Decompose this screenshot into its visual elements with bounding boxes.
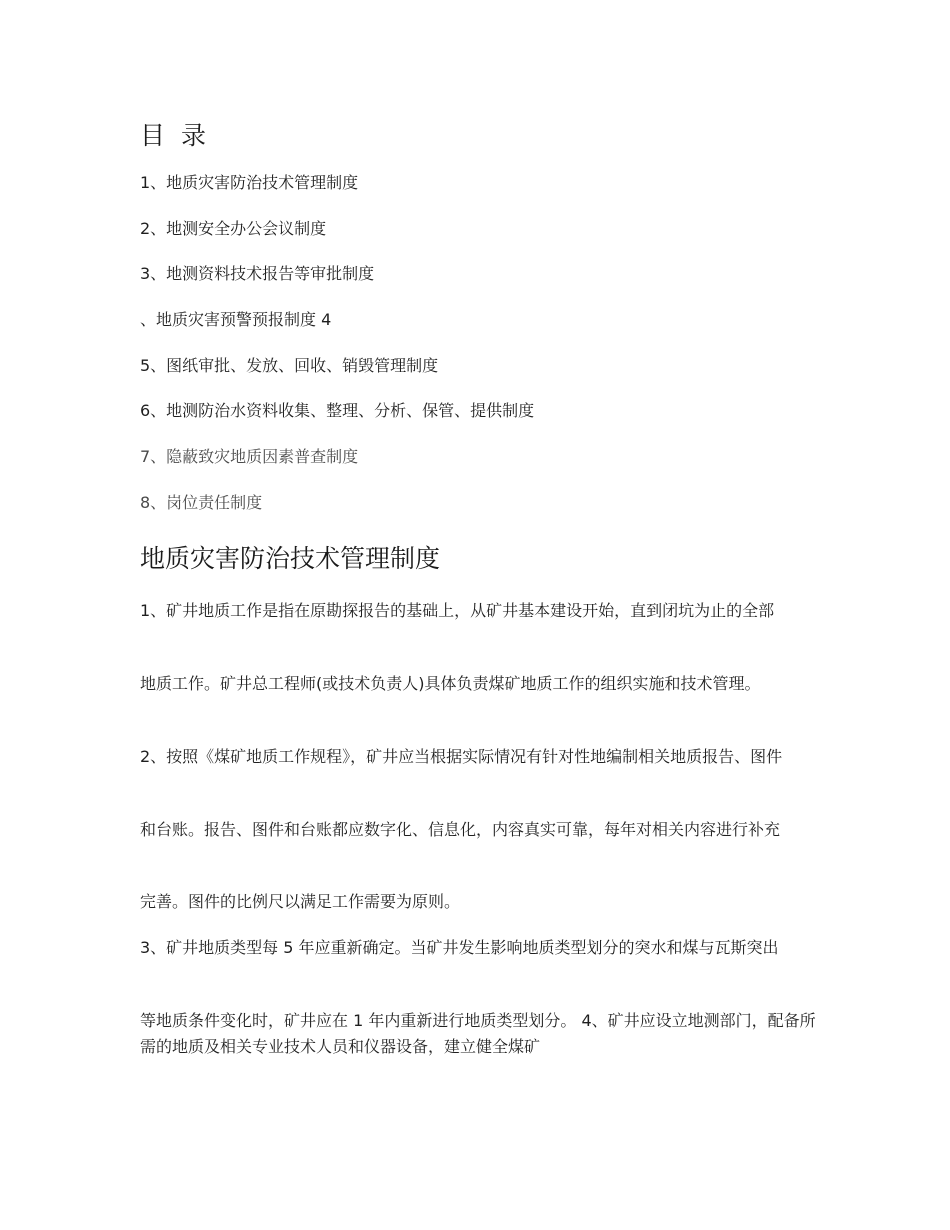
toc-item[interactable]: 8、岗位责任制度 bbox=[140, 492, 263, 512]
toc-item[interactable]: 7、隐蔽致灾地质因素普查制度 bbox=[140, 447, 359, 467]
body-paragraph: 地质工作。矿井总工程师(或技术负责人)具体负责煤矿地质工作的组织实施和技术管理。 bbox=[140, 674, 761, 693]
body-paragraph: 完善。图件的比例尺以满足工作需要为原则。 bbox=[140, 892, 461, 911]
body-paragraph: 3、矿井地质类型每 5 年应重新确定。当矿井发生影响地质类型划分的突水和煤与瓦斯突出 bbox=[140, 938, 779, 957]
toc-item[interactable]: 、地质灾害预警预报制度 4 bbox=[140, 310, 332, 330]
body-paragraph: 等地质条件变化时，矿井应在 1 年内重新进行地质类型划分。 4、矿井应设立地测部门，配备所需的地质及相关专业技术人员和仪器设备，建立健全煤矿 bbox=[140, 1011, 816, 1056]
toc-item[interactable]: 6、地测防治水资料收集、整理、分析、保管、提供制度 bbox=[140, 401, 535, 421]
toc-item[interactable]: 2、地测安全办公会议制度 bbox=[140, 218, 327, 238]
toc-item[interactable]: 3、地测资料技术报告等审批制度 bbox=[140, 264, 375, 284]
table-of-contents bbox=[140, 172, 534, 538]
body-paragraph: 1、矿井地质工作是指在原勘探报告的基础上，从矿井基本建设开始，直到闭坑为止的全部 bbox=[140, 601, 775, 620]
toc-item[interactable]: 5、图纸审批、发放、回收、销毁管理制度 bbox=[140, 355, 439, 375]
section-title: 地质灾害防治技术管理制度 bbox=[140, 544, 441, 573]
toc-title: 目 录 bbox=[140, 121, 210, 150]
body-paragraph: 2、按照《煤矿地质工作规程》，矿井应当根据实际情况有针对性地编制相关地质报告、图件 bbox=[140, 747, 783, 766]
body-paragraph: 和台账。报告、图件和台账都应数字化、信息化，内容真实可靠，每年对相关内容进行补充 bbox=[140, 820, 781, 839]
toc-item[interactable]: 1、地质灾害防治技术管理制度 bbox=[140, 173, 359, 192]
